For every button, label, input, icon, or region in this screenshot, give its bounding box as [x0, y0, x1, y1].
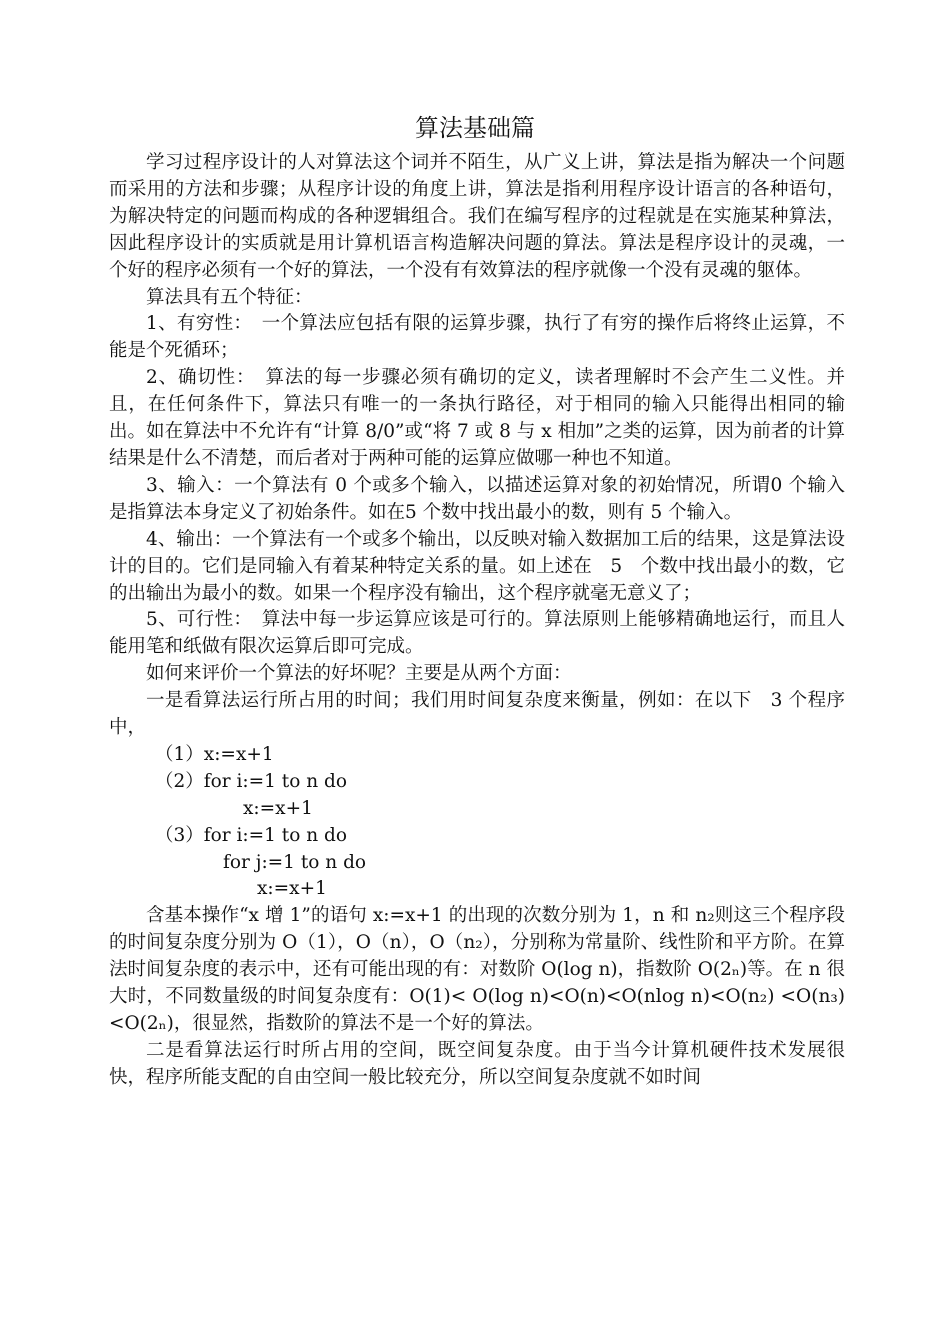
feature-output: 4、输出：一个算法有一个或多个输出，以反映对输入数据加工后的结果，这是算法设计的目的。它们是同输入有着某种特定关系的量。如上述在 5 个数中找出最小的数，它的出输出为最小的数。如果一个程序没有输出，这个程序就毫无意义了； [109, 528, 845, 604]
page-title: 算法基础篇 [415, 114, 535, 142]
features-heading: 算法具有五个特征： [146, 286, 313, 308]
code-line-5: for j:=1 to n do [223, 851, 367, 873]
document-body [109, 150, 845, 1092]
intro-paragraph: 学习过程序设计的人对算法这个词并不陌生，从广义上讲，算法是指为解决一个问题而采用的方法和步骤；从程序计设的角度上讲，算法是指利用程序设计语言的各种语句，为解决特定的问题而构成的各种逻辑组合。我们在编写程序的过程就是在实施某种算法，因此程序设计的实质就是用计算机语言构造解决问题的算法。算法是程序设计的灵魂，一个好的程序必须有一个好的算法，一个没有有效算法的程序就像一个没有灵魂的躯体。 [109, 152, 845, 281]
space-complexity-paragraph: 二是看算法运行时所占用的空间，既空间复杂度。由于当今计算机硬件技术发展很快，程序所能支配的自由空间一般比较充分，所以空间复杂度就不如时间 [109, 1039, 845, 1088]
feature-definiteness: 2、确切性： 算法的每一步骤必须有确切的定义，读者理解时不会产生二义性。并且，在任何条件下，算法只有唯一的一条执行路径，对于相同的输入只能得出相同的输出。如在算法中不允许有“计算 8/0”或“将 7 或 8 与 x 相加”之类的运算，因为前者的计算结果是什么不清楚，而后者对于两种可能的运算应做哪一种也不知道。 [109, 367, 845, 469]
code-line-1: （1）x:=x+1 [155, 743, 274, 765]
code-line-4: （3）for i:=1 to n do [155, 824, 348, 846]
time-complexity-intro: 一是看算法运行所占用的时间；我们用时间复杂度来衡量，例如：在以下 3 个程序中， [109, 690, 845, 739]
evaluate-paragraph: 如何来评价一个算法的好坏呢？主要是从两个方面： [146, 663, 572, 685]
code-line-3: x:=x+1 [243, 797, 313, 819]
feature-finiteness: 1、有穷性： 一个算法应包括有限的运算步骤，执行了有穷的操作后将终止运算，不能是个死循环； [109, 313, 845, 362]
code-line-6: x:=x+1 [257, 878, 327, 900]
feature-input: 3、输入：一个算法有 0 个或多个输入，以描述运算对象的初始情况，所谓0 个输入是指算法本身定义了初始条件。如在5 个数中找出最小的数，则有 5 个输入。 [109, 474, 845, 523]
complexity-paragraph: 含基本操作“x 增 1”的语句 x:=x+1 的出现的次数分别为 1，n 和 n₂则这三个程序段的时间复杂度分别为 O（1），O（n），O（n₂），分别称为常量阶、线性阶和平方阶。在算法时间复杂度的表示中，还有可能出现的有：对数阶 O(log n)，指数阶 O(2ₙ)等。在 n 很大时，不同数量级的时间复杂度有：O(1)< O(log n)<O(n)<O(nlog n)<O(n₂) <O(n₃) <O(2ₙ)，很显然，指数阶的算法不是一个好的算法。 [109, 905, 845, 1034]
code-line-2: （2）for i:=1 to n do [155, 770, 348, 792]
feature-feasibility: 5、可行性： 算法中每一步运算应该是可行的。算法原则上能够精确地运行，而且人能用笔和纸做有限次运算后即可完成。 [109, 609, 845, 658]
